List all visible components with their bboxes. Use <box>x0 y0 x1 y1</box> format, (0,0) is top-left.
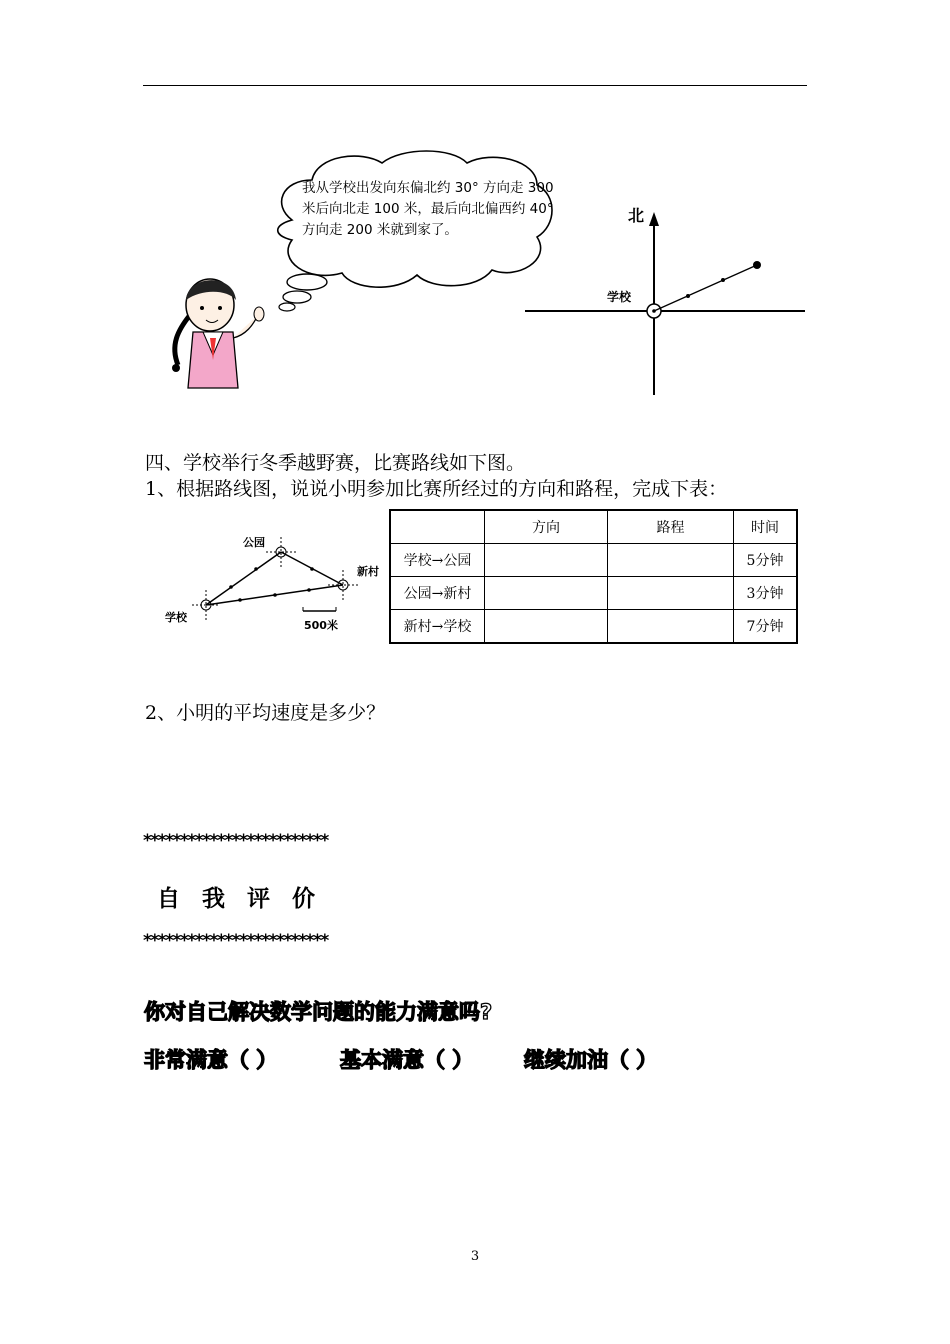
table-header-cell: 时间 <box>734 510 798 544</box>
school-label: 学校 <box>165 611 187 624</box>
section4-heading: 四、学校举行冬季越野赛，比赛路线如下图。 <box>145 452 526 474</box>
scale-label: 500米 <box>304 619 338 632</box>
direction-cell <box>485 577 608 610</box>
section4-question1: 1、根据路线图，说说小明参加比赛所经过的方向和路程，完成下表： <box>145 478 728 500</box>
girl-illustration <box>158 270 268 395</box>
option-keep-going: 继续加油（ ） <box>524 1048 658 1072</box>
table-header-row <box>390 510 797 544</box>
route-cell: 公园→新村 <box>390 577 485 610</box>
table-header-cell: 方向 <box>485 510 608 544</box>
self-eval-question: 你对自己解决数学问题的能力满意吗? <box>144 1000 493 1024</box>
header-rule <box>143 85 807 86</box>
route-cell: 学校→公园 <box>390 544 485 577</box>
park-label: 公园 <box>243 536 265 549</box>
direction-cell <box>485 544 608 577</box>
stars-divider-top: ************************* <box>143 831 328 851</box>
table-row <box>390 610 797 644</box>
bubble-text: 我从学校出发向东偏北约 30° 方向走 300 米后向北走 100 米，最后向北偏西约 40° 方向走 200 米就到家了。 <box>302 180 554 238</box>
route-map <box>160 525 385 635</box>
distance-cell <box>608 544 734 577</box>
time-cell: 7分钟 <box>734 610 798 644</box>
north-label: 北 <box>628 206 645 225</box>
option-basically-satisfied: 基本满意（ ） <box>340 1048 474 1072</box>
distance-cell <box>608 577 734 610</box>
compass-diagram <box>520 200 810 400</box>
north-arrow-icon <box>649 212 659 226</box>
table-row <box>390 577 797 610</box>
stars-divider-bottom: ************************* <box>143 931 328 951</box>
direction-cell <box>485 610 608 644</box>
village-label: 新村 <box>357 565 379 578</box>
section4-question2: 2、小明的平均速度是多少？ <box>145 702 386 724</box>
route-table <box>389 509 798 644</box>
compass-origin-label: 学校 <box>607 290 632 304</box>
option-very-satisfied: 非常满意（ ） <box>144 1048 278 1072</box>
table-row <box>390 544 797 577</box>
table-header-cell <box>390 510 485 544</box>
route-cell: 新村→学校 <box>390 610 485 644</box>
time-cell: 3分钟 <box>734 577 798 610</box>
table-header-cell: 路程 <box>608 510 734 544</box>
time-cell: 5分钟 <box>734 544 798 577</box>
page-number: 3 <box>470 1249 480 1264</box>
self-eval-title: 自我评价 <box>157 885 337 912</box>
distance-cell <box>608 610 734 644</box>
